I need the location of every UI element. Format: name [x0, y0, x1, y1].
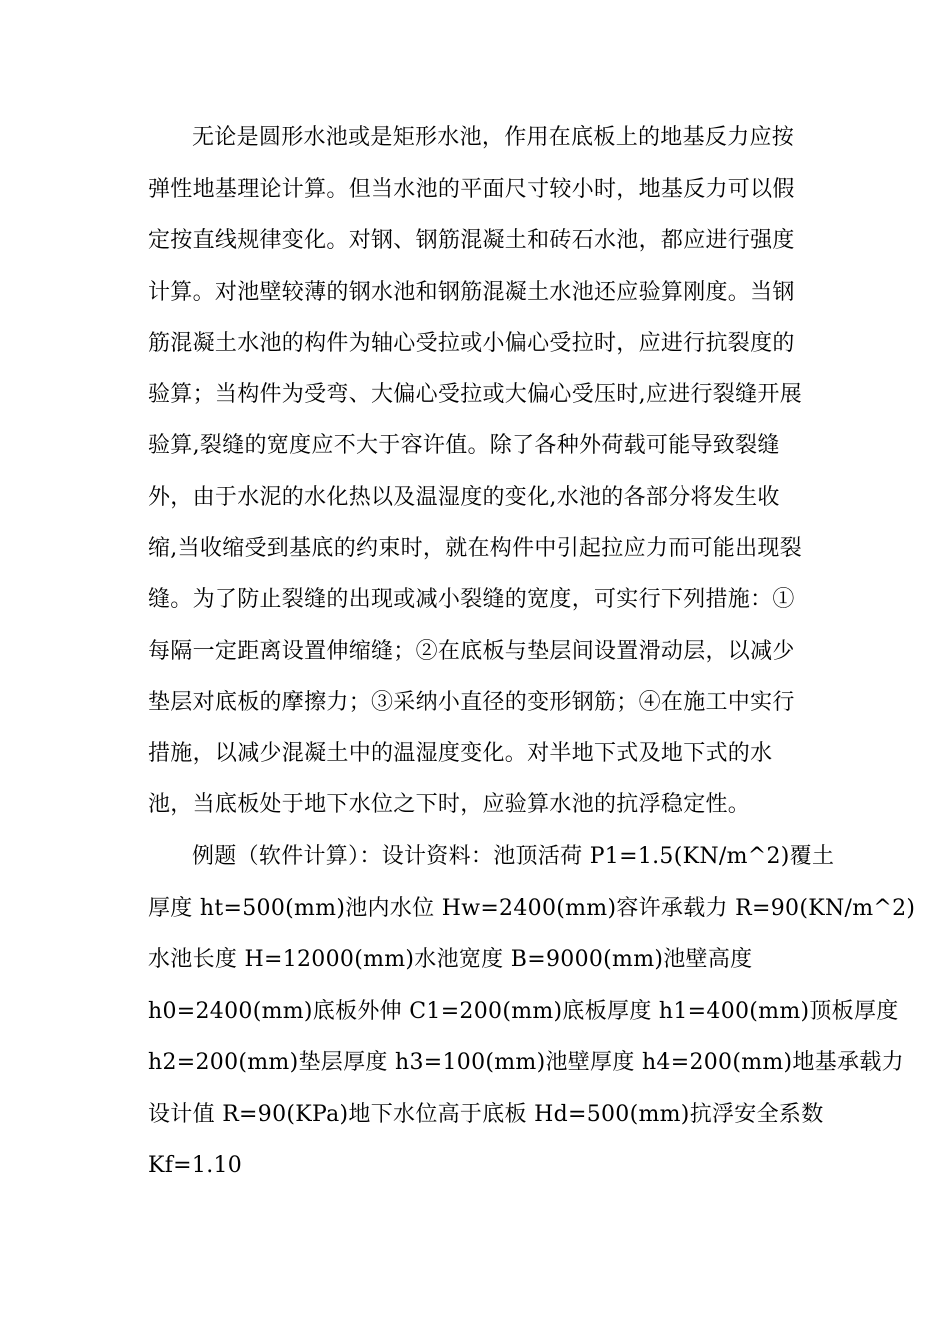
paragraph-1-line-8: 外，由于水泥的水化热以及温湿度的变化,水池的各部分将发生收: [148, 485, 780, 510]
paragraph-1-line-2: 弹性地基理论计算。但当水池的平面尺寸较小时，地基反力可以假: [148, 177, 795, 202]
paragraph-1-line-7: 验算,裂缝的宽度应不大于容许值。除了各种外荷载可能导致裂缝: [148, 433, 780, 458]
paragraph-2-line-1: 例题（软件计算）：设计资料：池顶活荷 P1=1.5(KN/m^2)覆土: [192, 844, 835, 869]
paragraph-2-line-4: h0=2400(mm)底板外伸 C1=200(mm)底板厚度 h1=400(mm)顶板厚度: [148, 999, 899, 1024]
paragraph-2-line-7: Kf=1.10: [148, 1153, 243, 1178]
paragraph-1-line-5: 筋混凝土水池的构件为轴心受拉或小偏心受拉时，应进行抗裂度的: [148, 331, 795, 356]
paragraph-1-line-4: 计算。对池壁较薄的钢水池和钢筋混凝土水池还应验算刚度。当钢: [148, 280, 795, 305]
paragraph-1-line-12: 垫层对底板的摩擦力；③采纳小直径的变形钢筋；④在施工中实行: [148, 690, 795, 715]
paragraph-1-line-11: 每隔一定距离设置伸缩缝；②在底板与垫层间设置滑动层，以减少: [148, 639, 795, 664]
paragraph-2-line-5: h2=200(mm)垫层厚度 h3=100(mm)池壁厚度 h4=200(mm)地基承载力: [148, 1050, 904, 1075]
paragraph-1-line-6: 验算；当构件为受弯、大偏心受拉或大偏心受压时,应进行裂缝开展: [148, 382, 802, 407]
paragraph-1-line-9: 缩,当收缩受到基底的约束时，就在构件中引起拉应力而可能出现裂: [148, 536, 802, 561]
paragraph-1-line-10: 缝。为了防止裂缝的出现或减小裂缝的宽度，可实行下列措施：①: [148, 587, 795, 612]
paragraph-1-line-14: 池，当底板处于地下水位之下时，应验算水池的抗浮稳定性。: [148, 792, 751, 817]
paragraph-1-line-13: 措施，以减少混凝土中的温湿度变化。对半地下式及地下式的水: [148, 741, 773, 766]
paragraph-2-line-3: 水池长度 H=12000(mm)水池宽度 B=9000(mm)池壁高度: [148, 947, 753, 972]
paragraph-1-line-3: 定按直线规律变化。对钢、钢筋混凝土和砖石水池，都应进行强度: [148, 228, 795, 253]
paragraph-2-line-2: 厚度 ht=500(mm)池内水位 Hw=2400(mm)容许承载力 R=90(KN/m^2): [148, 896, 916, 921]
paragraph-1-line-1: 无论是圆形水池或是矩形水池，作用在底板上的地基反力应按: [192, 125, 795, 150]
paragraph-2-line-6: 设计值 R=90(KPa)地下水位高于底板 Hd=500(mm)抗浮安全系数: [148, 1102, 824, 1127]
